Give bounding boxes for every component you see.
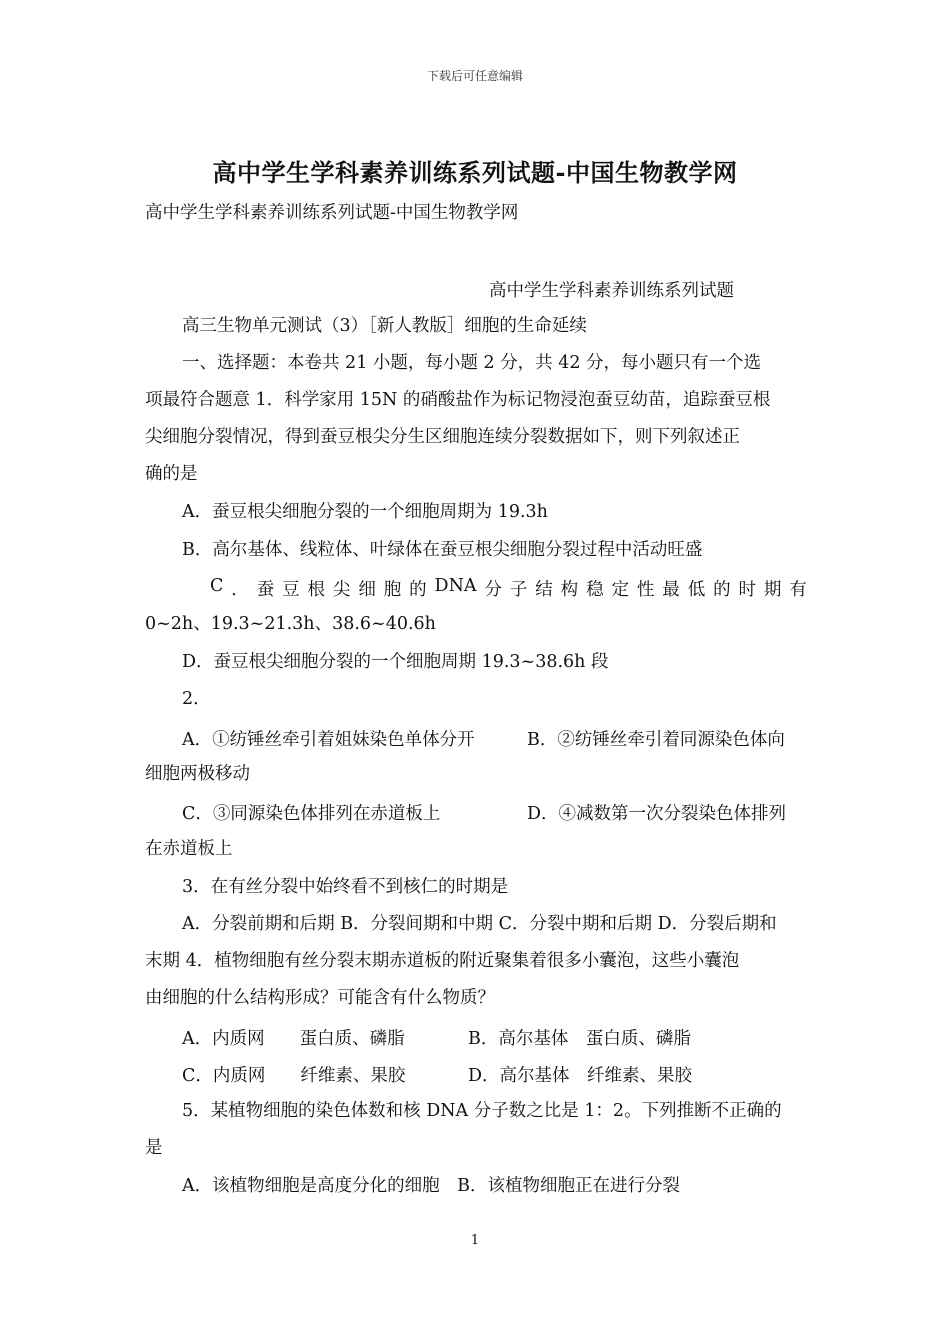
q1-c-char: DNA <box>434 576 477 596</box>
q4-option-d: D．高尔基体 纤维素、果胶 <box>468 1066 693 1086</box>
subtitle-line: 高中学生学科素养训练系列试题-中国生物教学网 <box>145 203 519 223</box>
q1-c-char: 蚕 <box>256 580 275 600</box>
q1-c-char: 稳 <box>586 580 604 600</box>
q1-c-char: 定 <box>611 580 629 600</box>
right-heading: 高中学生学科素养训练系列试题 <box>489 281 734 301</box>
q4-stem-continued: 由细胞的什么结构形成？可能含有什么物质？ <box>145 988 495 1008</box>
q1-line: 确的是 <box>145 464 198 484</box>
q2-option-a: A．①纺锤丝牵引着姐妹染色单体分开 <box>182 730 475 750</box>
q2-option-d-continued: 在赤道板上 <box>145 839 233 859</box>
q1-line: 项最符合题意 1．科学家用 15N 的硝酸盐作为标记物浸泡蚕豆幼苗，追踪蚕豆根 <box>145 390 771 410</box>
q1-c-char: 分 <box>484 580 502 600</box>
q2-option-b: B．②纺锤丝牵引着同源染色体向 <box>527 730 785 750</box>
q1-option-b: B．高尔基体、线粒体、叶绿体在蚕豆根尖细胞分裂过程中活动旺盛 <box>182 540 703 560</box>
q2-option-c: C．③同源染色体排列在赤道板上 <box>182 804 441 824</box>
q1-c-char: 低 <box>687 580 706 600</box>
q1-c-char: 性 <box>636 580 655 600</box>
q1-c-char: 期 <box>763 580 782 600</box>
q2-option-b-continued: 细胞两极移动 <box>145 764 250 784</box>
q1-c-char: 子 <box>509 580 528 600</box>
q1-c-char: 胞 <box>383 580 402 600</box>
document-title: 高中学生学科素养训练系列试题-中国生物教学网 <box>212 158 738 187</box>
header-note: 下载后可任意编辑 <box>426 69 523 83</box>
q1-c-char: 细 <box>358 580 376 600</box>
q5-options-ab: A．该植物细胞是高度分化的细胞 B．该植物细胞正在进行分裂 <box>182 1176 680 1196</box>
unit-test-heading: 高三生物单元测试（3）［新人教版］细胞的生命延续 <box>182 316 587 336</box>
q3-options: A．分裂前期和后期 B．分裂间期和中期 C．分裂中期和后期 D．分裂后期和 <box>182 914 777 934</box>
q4-option-a: A．内质网 蛋白质、磷脂 <box>182 1029 405 1049</box>
q1-option-c <box>210 576 807 601</box>
q1-option-c-continued: 0~2h、19.3~21.3h、38.6~40.6h <box>145 614 436 634</box>
q3-stem: 3．在有丝分裂中始终看不到核仁的时期是 <box>182 877 509 897</box>
q1-c-char: 最 <box>662 580 680 600</box>
q1-c-char: 结 <box>535 580 553 600</box>
q4-option-b: B．高尔基体 蛋白质、磷脂 <box>468 1029 691 1049</box>
q1-c-char: 根 <box>307 580 326 600</box>
page-number: 1 <box>470 1233 480 1248</box>
q1-c-char: 的 <box>713 580 731 600</box>
q4-option-c: C．内质网 纤维素、果胶 <box>182 1066 406 1086</box>
q2-stem: 2． <box>182 689 211 709</box>
q1-option-a: A．蚕豆根尖细胞分裂的一个细胞周期为 19.3h <box>182 502 548 522</box>
q1-c-char: 有 <box>789 580 807 600</box>
q1-c-char: 的 <box>409 580 427 600</box>
q1-line: 一、选择题：本卷共 21 小题，每小题 2 分，共 42 分，每小题只有一个选 <box>182 353 762 373</box>
q1-c-char: 时 <box>738 580 756 600</box>
q1-c-char: ． <box>231 580 249 600</box>
q1-option-d: D．蚕豆根尖细胞分裂的一个细胞周期 19.3~38.6h 段 <box>182 652 609 672</box>
q5-stem: 5．某植物细胞的染色体数和核 DNA 分子数之比是 1：2。下列推断不正确的 <box>182 1101 782 1121</box>
q1-c-char: 尖 <box>332 580 351 600</box>
q5-stem-continued: 是 <box>145 1138 163 1158</box>
q1-c-char: 构 <box>560 580 579 600</box>
q1-c-char: C <box>210 576 224 596</box>
q2-option-d: D．④减数第一次分裂染色体排列 <box>527 804 787 824</box>
q1-line: 尖细胞分裂情况，得到蚕豆根尖分生区细胞连续分裂数据如下，则下列叙述正 <box>145 427 740 447</box>
q1-c-char: 豆 <box>282 580 300 600</box>
q4-stem: 末期 4．植物细胞有丝分裂末期赤道板的附近聚集着很多小囊泡，这些小囊泡 <box>145 951 740 971</box>
